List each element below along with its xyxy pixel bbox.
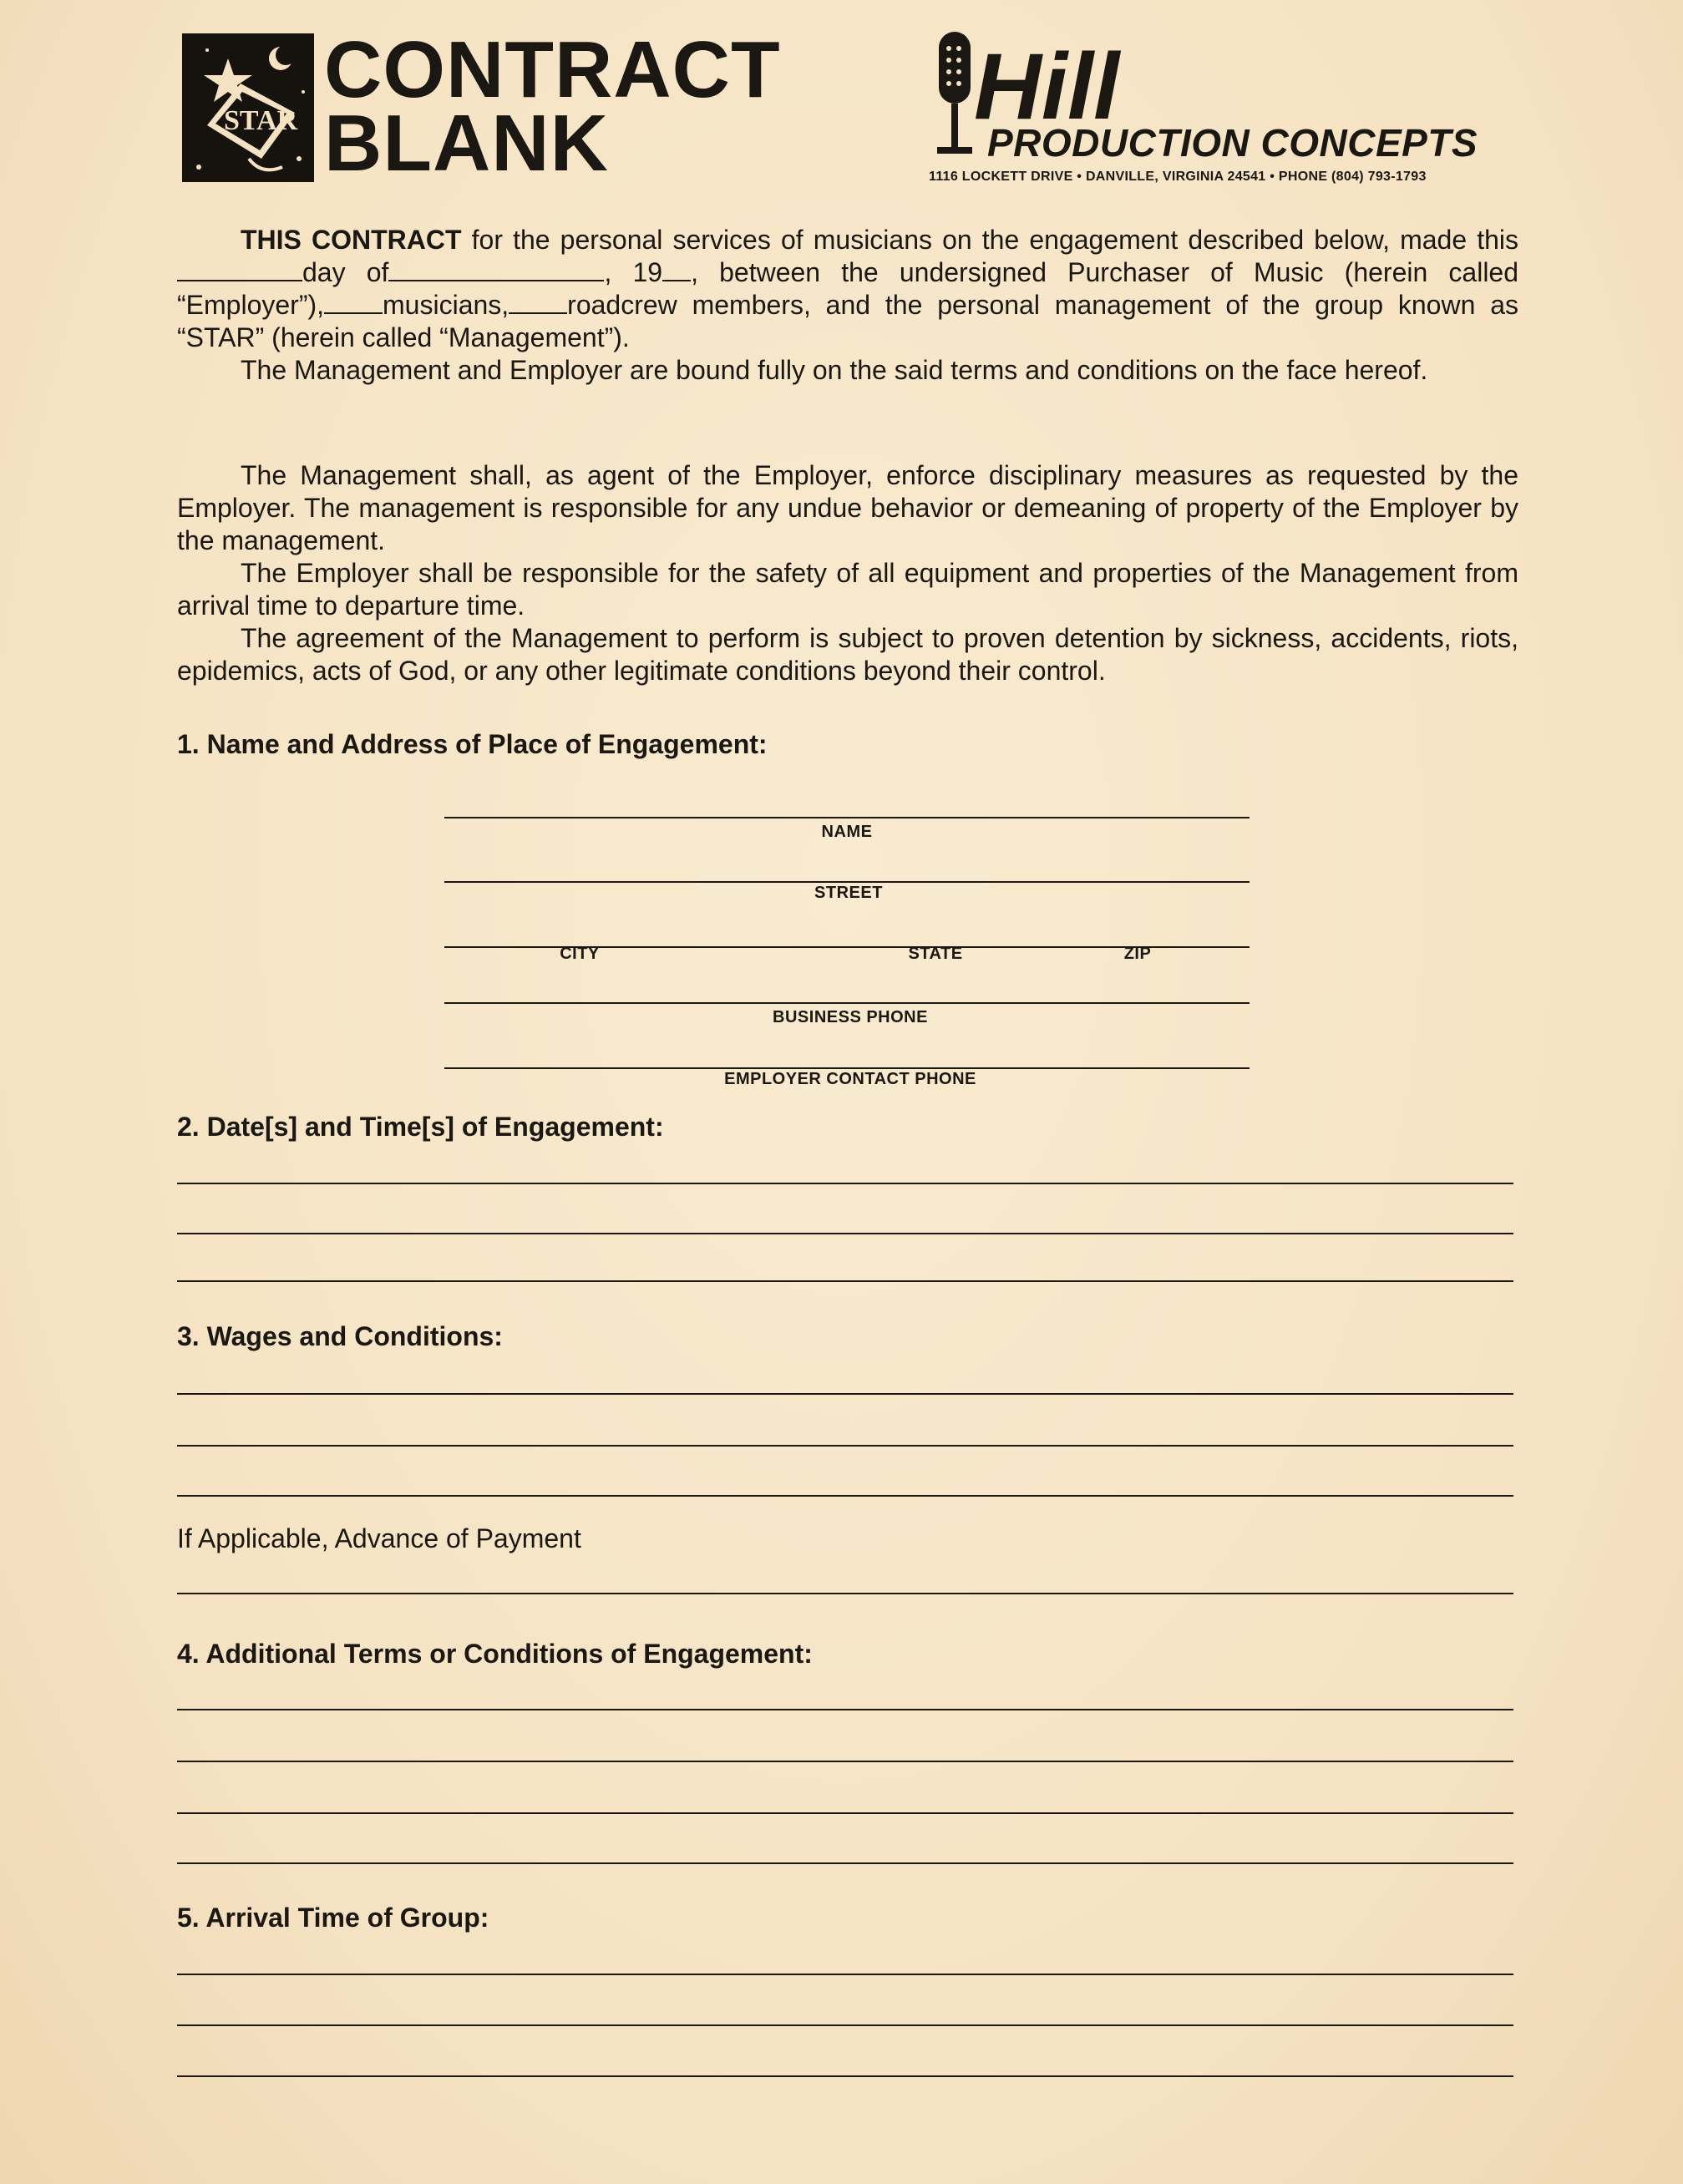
wages-line[interactable] [177,1393,1513,1395]
state-label: STATE [908,945,963,963]
arrival-time-line[interactable] [177,2075,1513,2077]
section-4-heading: 4. Additional Terms or Conditions of Engagement: [177,1639,813,1669]
section-2-heading: 2. Date[s] and Time[s] of Engagement: [177,1112,664,1142]
date-time-line[interactable] [177,1183,1513,1184]
star-logo-icon [182,33,314,182]
month-blank[interactable] [388,256,604,281]
microphone-icon [939,32,971,104]
business-phone-label: BUSINESS PHONE [773,1008,928,1026]
date-time-line[interactable] [177,1233,1513,1234]
business-phone-line[interactable] [444,1002,1250,1004]
page-title: CONTRACT BLANK [324,25,781,188]
terms-paragraph-1: The Management shall, as agent of the Employer, enforce disciplinary measures as requested by the Employer. The management is responsible for any undue behavior or demeaning of property of the Employer by the management. [177,460,1518,555]
contact-phone-label: EMPLOYER CONTACT PHONE [724,1070,976,1088]
company-address: 1116 LOCKETT DRIVE • DANVILLE, VIRGINIA 24541 • PHONE (804) 793-1793 [929,170,1427,184]
street-label: STREET [814,884,883,902]
section-5-heading: 5. Arrival Time of Group: [177,1903,489,1933]
intro-paragraph: THIS CONTRACT for the personal services of musicians on the engagement described below, made thisday of , 19 , between the undersigned Purchaser of Music (herein called “Employer”), musicians, roadcrew members, and the personal management of the group known as “STAR” (herein called “Management”). [177,225,1519,352]
star-logo-text: STAR [224,105,298,136]
street-line[interactable] [444,881,1250,883]
zip-label: ZIP [1123,945,1152,963]
arrival-time-line[interactable] [177,2024,1513,2026]
company-name: PRODUCTION CONCEPTS [987,121,1478,165]
intro-text [177,224,1518,387]
star-logo [182,33,314,182]
advance-payment-label: If Applicable, Advance of Payment [177,1523,581,1553]
wages-line[interactable] [177,1495,1513,1497]
additional-terms-line[interactable] [177,1862,1513,1864]
day-blank[interactable] [177,256,302,281]
section-3-heading: 3. Wages and Conditions: [177,1321,503,1351]
additional-terms-line[interactable] [177,1761,1513,1762]
additional-terms-line[interactable] [177,1709,1513,1710]
contact-phone-line[interactable] [444,1067,1250,1069]
additional-terms-line[interactable] [177,1812,1513,1814]
advance-payment-line[interactable] [177,1593,1513,1594]
year-blank[interactable] [662,256,691,281]
name-label: NAME [821,823,873,841]
city-label: CITY [560,945,600,963]
wages-line[interactable] [177,1445,1513,1447]
section-1-heading: 1. Name and Address of Place of Engagement: [177,729,768,759]
terms-paragraph-2: The Employer shall be responsible for the safety of all equipment and properties of the Management from arrival time to departure time. [177,558,1518,621]
venue-name-line[interactable] [444,817,1250,818]
hill-logo-text: Hill [974,34,1120,139]
roadcrew-count-blank[interactable] [509,289,567,314]
intro-binding-paragraph: The Management and Employer are bound fully on the said terms and conditions on the face hereof. [241,355,1428,385]
arrival-time-line[interactable] [177,1974,1513,1975]
intro-lead: THIS CONTRACT [241,225,462,255]
terms-text [177,459,1518,687]
terms-paragraph-3: The agreement of the Management to perform is subject to proven detention by sickness, accidents, riots, epidemics, acts of God, or any other legitimate conditions beyond their control. [177,623,1518,686]
musicians-count-blank[interactable] [324,289,383,314]
date-time-line[interactable] [177,1280,1513,1282]
